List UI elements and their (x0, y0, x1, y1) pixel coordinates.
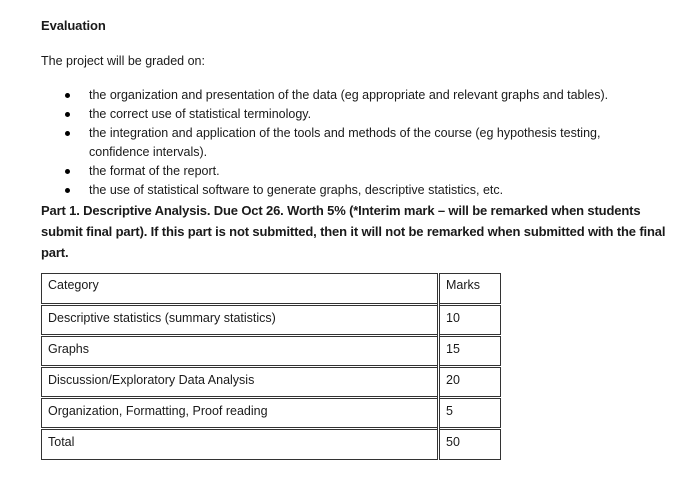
table-row (42, 398, 501, 429)
marks-table (41, 273, 501, 460)
grading-criteria-list (60, 86, 650, 200)
list-item: the format of the report. (60, 162, 650, 181)
marks-cell: 50 (439, 429, 501, 460)
marks-cell: 5 (439, 398, 501, 429)
header-category: Category (42, 274, 439, 305)
intro-text: The project will be graded on: (41, 54, 205, 68)
table-row (42, 336, 501, 367)
table-row (42, 429, 501, 460)
section-heading: Evaluation (41, 18, 106, 33)
list-item: the correct use of statistical terminology. (60, 105, 650, 124)
marks-cell: 20 (439, 367, 501, 398)
table-row (42, 367, 501, 398)
category-cell: Descriptive statistics (summary statistics) (42, 305, 439, 336)
category-cell: Discussion/Exploratory Data Analysis (42, 367, 439, 398)
table-header-row (42, 274, 501, 305)
header-marks: Marks (439, 274, 501, 305)
category-cell: Graphs (42, 336, 439, 367)
part1-description: Part 1. Descriptive Analysis. Due Oct 26. Worth 5% (*Interim mark – will be remarked when students submit final part). If this part is not submitted, then it will not be remarked when submitted with the final part. (41, 203, 666, 260)
category-cell: Total (42, 429, 439, 460)
marks-cell: 10 (439, 305, 501, 336)
marks-cell: 15 (439, 336, 501, 367)
category-cell: Organization, Formatting, Proof reading (42, 398, 439, 429)
list-item: the integration and application of the tools and methods of the course (eg hypothesis testing, confidence intervals). (60, 124, 650, 162)
table-row (42, 305, 501, 336)
list-item: the organization and presentation of the data (eg appropriate and relevant graphs and tables). (60, 86, 650, 105)
list-item: the use of statistical software to generate graphs, descriptive statistics, etc. (60, 181, 650, 200)
